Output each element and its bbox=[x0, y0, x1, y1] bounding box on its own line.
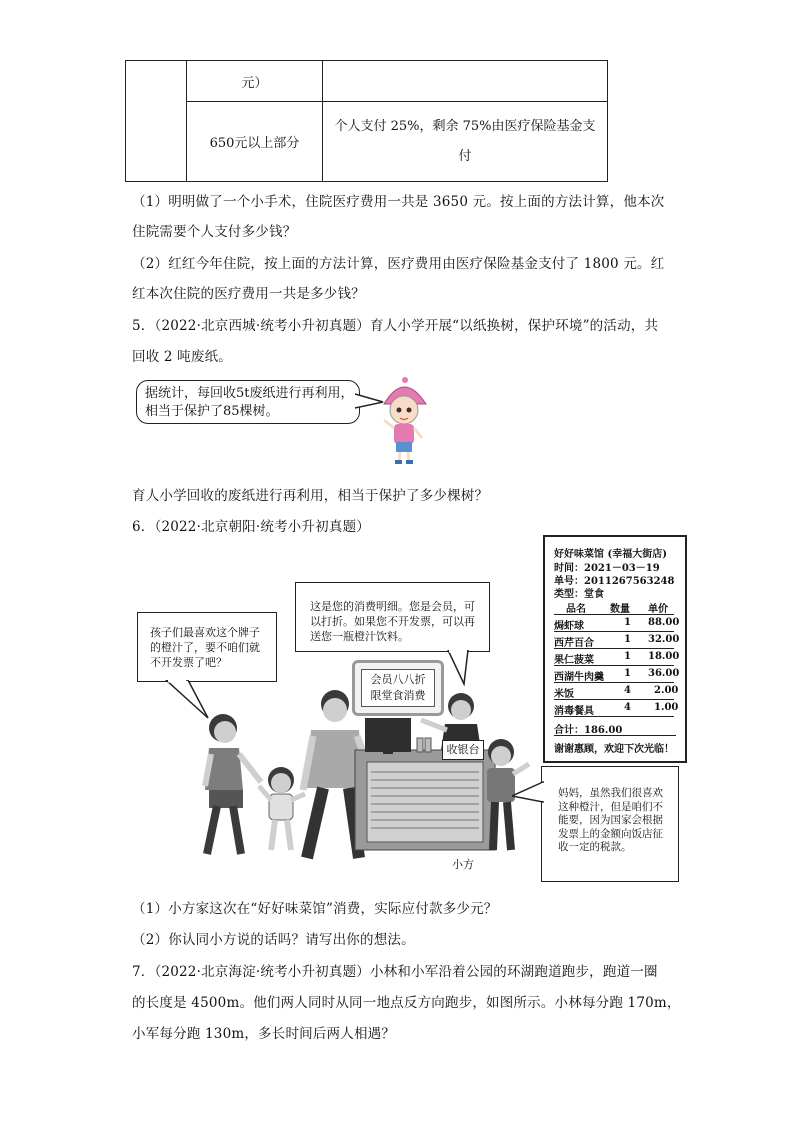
q5-line2: 回收 2 吨废纸。 bbox=[132, 349, 232, 365]
receipt-header-price: 单价 bbox=[648, 604, 668, 615]
receipt-item-row bbox=[554, 668, 680, 683]
table-cell-empty bbox=[126, 61, 187, 182]
item-qty: 1 bbox=[624, 634, 631, 645]
receipt bbox=[543, 535, 687, 763]
bubble-line: 这种橙汁，但是咱们不 bbox=[558, 800, 663, 813]
receipt-header-row bbox=[554, 600, 674, 614]
item-name: 果仁菠菜 bbox=[554, 655, 594, 666]
item-price: 2.00 bbox=[654, 685, 679, 696]
item-price: 36.00 bbox=[648, 668, 680, 679]
item-name: 焗虾球 bbox=[554, 621, 584, 632]
q4-sub2-line2: 红本次住院的医疗费用一共是多少钱？ bbox=[132, 286, 365, 302]
bubble-line: 以打折。如果您不开发票，可以再 bbox=[310, 615, 475, 628]
receipt-footer: 谢谢惠顾，欢迎下次光临！ bbox=[554, 744, 674, 755]
receipt-item-row bbox=[554, 617, 680, 632]
receipt-title: 好好味菜馆 (幸福大街店) bbox=[554, 549, 667, 560]
table-cell bbox=[323, 102, 608, 182]
speech-bubble-tail bbox=[512, 780, 544, 810]
bubble-line: 送您一瓶橙汁饮料。 bbox=[310, 630, 409, 643]
bubble-line: 发票上的金额向饭店征 bbox=[558, 827, 663, 840]
receipt-item-row bbox=[554, 685, 679, 700]
speech-bubble-mom bbox=[137, 612, 277, 682]
receipt-time: 时间：2021－03－19 bbox=[554, 563, 660, 574]
bubble-line: 能要，因为国家会根据 bbox=[558, 814, 663, 826]
q6-sub2: （2）你认同小方说的话吗？请写出你的想法。 bbox=[132, 932, 415, 948]
table-cell-line: 个人支付 25%，剩余 75%由医疗保险基金支 bbox=[334, 118, 596, 134]
family-checkout-illustration bbox=[195, 690, 535, 870]
bubble-line: 孩子们最喜欢这个牌子 bbox=[150, 626, 260, 639]
item-name: 米饭 bbox=[554, 689, 574, 700]
bubble-line: 妈妈，虽然我们很喜欢 bbox=[558, 787, 663, 799]
q5-line1: 5．（2022·北京西城·统考小升初真题）育人小学开展“以纸换树，保护环境”的活动，共 bbox=[132, 318, 659, 334]
receipt-header-name: 品名 bbox=[566, 604, 586, 615]
q7-line3: 小军每分跑 130m，多长时间后两人相遇？ bbox=[132, 1026, 396, 1042]
bubble-line: 这是您的消费明细。您是会员，可 bbox=[310, 600, 475, 613]
item-qty: 1 bbox=[624, 668, 631, 679]
receipt-item-row bbox=[554, 702, 679, 717]
insurance-table bbox=[125, 60, 608, 182]
bubble-line: 据统计，每回收5t废纸进行再利用， bbox=[145, 386, 354, 401]
cashier-counter-label: 收银台 bbox=[442, 740, 484, 760]
item-qty: 4 bbox=[624, 685, 631, 696]
girl-illustration bbox=[374, 376, 436, 466]
q7-line2: 的长度是 4500m。他们两人同时从同一地点反方向跑步，如图所示。小林每分跑 170m， bbox=[132, 995, 681, 1011]
q6-header: 6．（2022·北京朝阳·统考小升初真题） bbox=[132, 519, 370, 535]
q7-line1: 7．（2022·北京海淀·统考小升初真题）小林和小军沿着公园的环湖跑道跑步，跑道一圈 bbox=[132, 964, 658, 980]
receipt-order-number: 单号：2011267563248 bbox=[554, 576, 675, 587]
item-price: 88.00 bbox=[648, 617, 680, 628]
receipt-item-row bbox=[554, 651, 680, 666]
table-cell: 元） bbox=[187, 61, 323, 102]
item-price: 1.00 bbox=[654, 702, 679, 713]
table-cell bbox=[323, 61, 608, 102]
sign-line: 会员八八折 bbox=[370, 673, 426, 686]
bubble-line: 收一定的税款。 bbox=[558, 841, 632, 853]
speech-bubble-cashier bbox=[295, 582, 490, 652]
item-price: 32.00 bbox=[648, 634, 680, 645]
q5-question: 育人小学回收的废纸进行再利用，相当于保护了多少棵树？ bbox=[132, 488, 489, 504]
item-qty: 1 bbox=[624, 651, 631, 662]
q4-sub2-line1: （2）红红今年住院，按上面的方法计算，医疗费用由医疗保险基金支付了 1800 元。红 bbox=[132, 256, 665, 272]
speech-bubble-tail bbox=[440, 650, 480, 686]
q4-sub1-line1: （1）明明做了一个小手术，住院医疗费用一共是 3650 元。按上面的方法计算，他本次 bbox=[132, 194, 665, 210]
item-price: 18.00 bbox=[648, 651, 680, 662]
item-qty: 1 bbox=[624, 617, 631, 628]
receipt-item-row bbox=[554, 634, 680, 649]
table-cell-line: 付 bbox=[458, 148, 472, 164]
sign-line: 限堂食消费 bbox=[370, 689, 426, 702]
receipt-total: 合计：186.00 bbox=[554, 725, 623, 736]
item-name: 西芹百合 bbox=[554, 638, 594, 649]
speech-bubble-boy bbox=[541, 766, 679, 882]
bubble-line: 的橙汁了，要不咱们就 bbox=[150, 641, 260, 654]
speech-bubble-girl bbox=[136, 380, 360, 424]
item-qty: 4 bbox=[624, 702, 631, 713]
bubble-line: 相当于保护了85棵树。 bbox=[145, 404, 279, 419]
receipt-header-qty: 数量 bbox=[610, 604, 630, 615]
item-name: 西湖牛肉羹 bbox=[554, 672, 604, 683]
table-cell: 650元以上部分 bbox=[187, 102, 323, 182]
q6-sub1: （1）小方家这次在“好好味菜馆”消费，实际应付款多少元？ bbox=[132, 901, 498, 917]
boy-name-label: 小方 bbox=[452, 858, 474, 871]
q4-sub1-line2: 住院需要个人支付多少钱？ bbox=[132, 224, 297, 240]
receipt-type: 类型：堂食 bbox=[554, 589, 604, 600]
bubble-line: 不开发票了吧？ bbox=[150, 656, 227, 669]
item-name: 消毒餐具 bbox=[554, 706, 594, 717]
